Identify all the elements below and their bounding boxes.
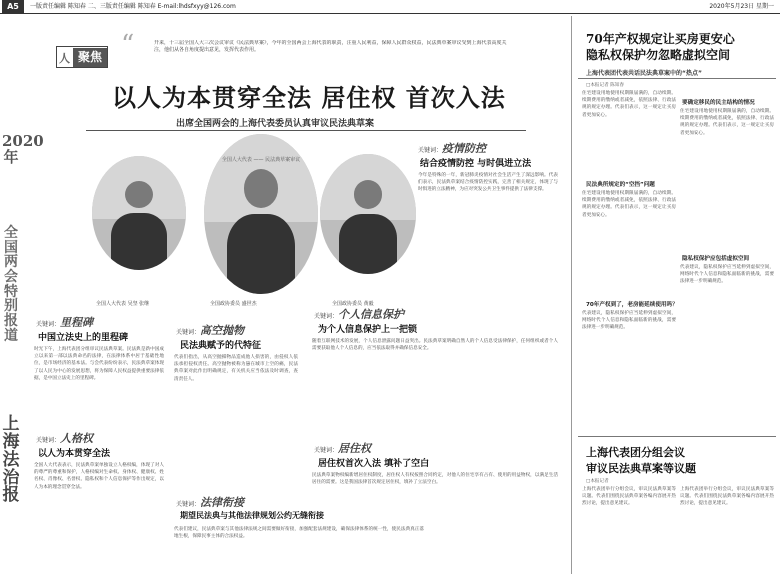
- right-body: 代表建议，隐私权保护应当延伸到虚拟空间，网络时代个人信息和隐私面临新的挑战，需要法律进一步明确规范。: [680, 265, 774, 285]
- column-separator: [571, 16, 572, 574]
- page-header-bar: [0, 0, 780, 14]
- left-sidebar: [0, 16, 44, 576]
- article-body: 民法典草案物权编新增居住权制度，居住权人有权按照合同约定，对他人的住宅享有占有、使用的用益物权，以满足生活居住的需要。这是我国法律首次规定居住权，填补了立法空白。: [312, 473, 558, 486]
- portrait-photo-1: [92, 156, 186, 270]
- keyword-label: 关键词：: [36, 321, 61, 328]
- main-page: [26, 16, 566, 576]
- keyword-value: 法律衔接: [200, 496, 245, 509]
- right-subheadline: 上海代表团代表共话民法典草案中的“热点”: [586, 70, 702, 77]
- keyword-label: 关键词：: [418, 147, 443, 154]
- photo-caption-2: 全国政协委员 盛世杰: [210, 301, 257, 307]
- article-body: 随着互联网技术的发展，个人信息泄露问题日益突出。民法典草案明确自然人的个人信息受法律保护，任何组织或者个人需要获取他人个人信息的，应当依法取得并确保信息安全。: [312, 339, 558, 352]
- sidebar-section: 全国两会特别报道: [4, 225, 18, 344]
- divider: [578, 78, 776, 79]
- article-body: 代表们指出，从高空抛掷物品造成他人损害的，由侵权人依法承担侵权责任。高空抛物被称为悬在城市上空的痛，民法典草案对此作出明确规定，有关机关应当依法及时调查，查清责任人。: [174, 355, 298, 382]
- section-tag-prefix: 人: [59, 52, 70, 65]
- sub-heading: 隐私权保护应包括虚拟空间: [682, 256, 750, 262]
- sidebar-paper-name: 上海法治报: [2, 414, 20, 506]
- right-body: 代表建议，隐私权保护应当延伸到虚拟空间，网络时代个人信息和隐私面临新的挑战，需要法律进一步明确规范。: [582, 311, 676, 331]
- article-title: 为个人信息保护上一把锁: [318, 325, 418, 335]
- keyword-value: 疫情防控: [442, 142, 487, 155]
- right-body: 住宅建设用地使用权期限届满的，自动续期。续期费用的缴纳或者减免，依照法律、行政法规的规定办理。代表们表示，这一规定让买房者更加安心。: [582, 191, 676, 218]
- portrait-photo-3: [320, 154, 416, 274]
- right-headline-1: 70年产权规定让买房更安心: [586, 32, 735, 46]
- article-keyword: [176, 494, 244, 510]
- sidebar-year: 2020年: [2, 132, 44, 166]
- right-body: 住宅建设用地使用权期限届满的，自动续期。续期费用的缴纳或者减免，依照法律、行政法规的规定办理。代表们表示，这一规定让买房者更加安心。: [582, 91, 676, 118]
- right-headline-4: 审议民法典草案等议题: [586, 462, 696, 475]
- section-tag-label: 聚焦: [73, 48, 107, 67]
- keyword-value: 人格权: [60, 432, 94, 445]
- article-keyword: [314, 306, 404, 322]
- photo-caption-3: 全国政协委员 黄毅: [332, 301, 374, 307]
- byline: □本报记者 陈知春: [586, 83, 624, 88]
- keyword-label: 关键词：: [36, 437, 61, 444]
- right-headline-2: 隐私权保护勿忽略虚拟空间: [586, 48, 731, 62]
- issue-date: 2020年5月23日 星期一: [709, 3, 774, 10]
- article-keyword: [314, 440, 371, 456]
- byline: □本报记者: [586, 479, 609, 484]
- keyword-value: 居住权: [338, 442, 372, 455]
- article-title: 中国立法史上的里程碑: [38, 333, 129, 343]
- keyword-value: 高空抛物: [200, 324, 245, 337]
- keyword-label: 关键词：: [314, 313, 339, 320]
- right-body: 上海代表团举行分组会议，审议民法典草案等议题。代表们围绕民法典草案各编内容展开热烈讨论，提出意见建议。: [680, 487, 774, 507]
- article-body: 全国人大代表表示，民法典草案单独设立人格权编，体现了对人的尊严的尊重和保护，人格权编对生命权、身体权、健康权、姓名权、肖像权、名誉权、隐私权和个人信息保护等作出规定，以人为本的理念贯穿全法。: [34, 463, 164, 490]
- sub-heading: 70年产权到了，老房能延续使用吗？: [586, 302, 678, 308]
- keyword-value: 里程碑: [60, 316, 94, 329]
- right-headline-3: 上海代表团分组会议: [586, 446, 685, 459]
- photo-caption-1: 全国人大代表 吴坚 张继: [96, 301, 150, 307]
- article-body: 今年是特殊的一年，新冠肺炎疫情对社会生活产生了深远影响。代表们表示，民法典草案结合疫情防控实践，完善了相关规定，体现了与时俱进的立法精神，为应对突发公共卫生事件提供了法律支撑。: [418, 173, 558, 193]
- article-title: 民法典赋予的代特征: [180, 341, 262, 351]
- article-keyword: [36, 430, 93, 446]
- main-headline: 以人为本贯穿全法 居住权 首次入法: [112, 83, 506, 112]
- lead-intro: 开来，十三届全国人大三次会议审议《民法典草案》，今年的全国两会上海代表的职责，注重人民利益，保障人民群众权益，民法典草案审议受到上海代表高度关注，他们从各自角度提出意见，发挥代表作用。: [154, 40, 507, 53]
- photo-banner-text: 全国人大代表 —— 民法典草案审议: [221, 157, 301, 163]
- sub-heading: 民法典所规定的“空挡”问题: [586, 182, 655, 188]
- article-title: 结合疫情防控 与时俱进立法: [420, 159, 532, 169]
- article-body: 时光下午，上海代表团分组审议民法典草案。民法典是新中国成立以来第一部以法典命名的法律，在法律体系中居于基础性地位，是市场经济的基本法。与会代表纷纷表示，民法典草案体现了以人民为中心的发展思想，将为保障人民权益提供重要法律依据，是中国立法史上的里程碑。: [34, 347, 164, 381]
- sub-heading: 要确定移民的民主结构的情况: [682, 100, 755, 106]
- article-title: 期望民法典与其他法律规划公约无缝衔接: [180, 511, 324, 520]
- right-body: 住宅建设用地使用权期限届满的，自动续期。续期费用的缴纳或者减免，依照法律、行政法规的规定办理。代表们表示，这一规定让买房者更加安心。: [680, 109, 774, 136]
- keyword-label: 关键词：: [176, 501, 201, 508]
- main-subheadline: 出席全国两会的上海代表委员认真审议民法典草案: [176, 119, 375, 129]
- divider: [86, 130, 526, 131]
- right-column: [578, 16, 776, 576]
- keyword-value: 个人信息保护: [338, 308, 405, 321]
- divider: [578, 436, 776, 437]
- article-title: 居住权首次入法 填补了空白: [318, 459, 430, 469]
- article-body: 代表们建议，民法典草案与其他法律法规之间需要做好衔接，加强配套法规建设，确保法律体系的统一性，使民法典真正落地生根，保障民事主体的合法权益。: [174, 527, 424, 540]
- article-title: 以人为本贯穿全法: [38, 449, 111, 459]
- section-tag: [56, 46, 108, 68]
- keyword-label: 关键词：: [314, 447, 339, 454]
- article-keyword: [36, 314, 93, 330]
- keyword-label: 关键词：: [176, 329, 201, 336]
- article-keyword: [418, 140, 486, 156]
- right-body: 上海代表团举行分组会议，审议民法典草案等议题。代表们围绕民法典草案各编内容展开热烈讨论，提出意见建议。: [582, 487, 676, 507]
- quote-mark-icon: “: [121, 30, 135, 60]
- editor-credits: 一版责任编辑 陈知春 二、三版责任编辑 陈知春 E-mail:lhdsfxyy@126.com: [30, 3, 236, 10]
- page-number: A5: [2, 0, 24, 13]
- article-keyword: [176, 322, 244, 338]
